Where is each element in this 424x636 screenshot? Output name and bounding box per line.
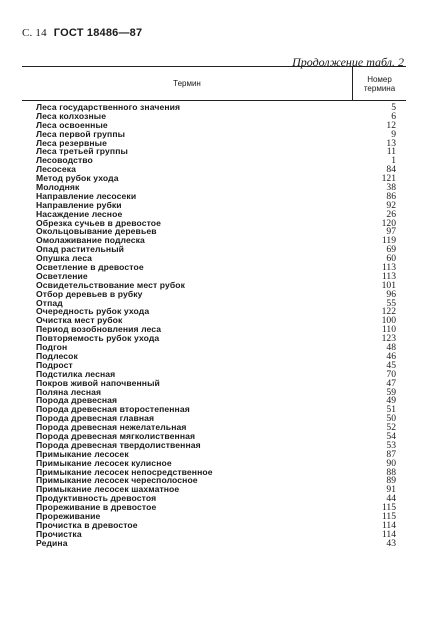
term-number: 43 xyxy=(386,537,396,549)
term-number: 6 xyxy=(391,110,396,122)
table-row xyxy=(36,530,396,539)
page-number: С. 14 xyxy=(22,27,47,39)
term-number: 113 xyxy=(381,270,396,282)
table-row xyxy=(36,352,396,361)
term-number: 97 xyxy=(386,226,396,238)
term-number: 119 xyxy=(381,235,396,247)
term-number: 113 xyxy=(381,262,396,274)
term-text: Редина xyxy=(36,537,68,548)
term-text: Лесоводство xyxy=(36,155,93,166)
term-number: 84 xyxy=(386,164,396,176)
term-text: Порода древесная мягколиственная xyxy=(36,430,196,441)
term-number: 12 xyxy=(386,119,396,131)
term-text: Порода древесная твердолиственная xyxy=(36,439,201,450)
term-number: 44 xyxy=(386,493,396,505)
term-text: Опад растительный xyxy=(36,244,125,255)
term-text: Примыкание лесосек шахматное xyxy=(36,484,180,495)
term-number: 46 xyxy=(386,350,396,362)
table-row xyxy=(36,539,396,548)
term-number: 115 xyxy=(381,510,396,522)
term-number: 89 xyxy=(386,475,396,487)
term-number: 49 xyxy=(386,395,396,407)
term-number: 70 xyxy=(386,368,396,380)
term-text: Прореживание xyxy=(36,510,101,521)
term-number: 122 xyxy=(381,306,396,318)
term-number: 87 xyxy=(386,448,396,460)
term-number: 69 xyxy=(386,244,396,256)
term-list xyxy=(36,103,396,548)
term-number: 123 xyxy=(381,333,396,345)
term-text: Повторяемость рубок ухода xyxy=(36,333,160,344)
term-number: 120 xyxy=(381,217,396,229)
term-text: Обрезка сучьев в древостое xyxy=(36,217,162,228)
term-text: Примыкание лесосек кулисное xyxy=(36,457,172,468)
term-text: Леса третьей группы xyxy=(36,146,128,157)
term-number: 55 xyxy=(386,297,396,309)
term-text: Направление лесосеки xyxy=(36,190,137,201)
term-text: Порода древесная главная xyxy=(36,413,155,424)
term-number: 100 xyxy=(381,315,396,327)
term-text: Окольцовывание деревьев xyxy=(36,226,157,237)
term-number: 1 xyxy=(391,155,396,167)
term-text: Освидетельствование мест рубок xyxy=(36,279,186,290)
term-number: 51 xyxy=(386,404,396,416)
term-text: Очередность рубок ухода xyxy=(36,306,150,317)
term-number: 9 xyxy=(391,128,396,140)
term-text: Поляна лесная xyxy=(36,386,102,397)
term-text: Прореживание в древостое xyxy=(36,502,157,513)
term-number: 114 xyxy=(381,528,396,540)
term-text: Примыкание лесосек xyxy=(36,448,129,459)
term-text: Метод рубок ухода xyxy=(36,173,119,184)
term-text: Покров живой напочвенный xyxy=(36,377,160,388)
term-number: 47 xyxy=(386,377,396,389)
column-header-term: Термин xyxy=(22,67,353,100)
term-text: Леса колхозные xyxy=(36,110,107,121)
term-number: 48 xyxy=(386,342,396,354)
term-number: 52 xyxy=(386,422,396,434)
term-number: 88 xyxy=(386,466,396,478)
table-row xyxy=(36,174,396,183)
term-number: 45 xyxy=(386,359,396,371)
term-text: Леса резервные xyxy=(36,137,107,148)
term-text: Направление рубки xyxy=(36,199,122,210)
term-number: 115 xyxy=(381,502,396,514)
term-text: Порода древесная нежелательная xyxy=(36,422,187,433)
table-row xyxy=(36,334,396,343)
term-text: Леса освоенные xyxy=(36,119,108,130)
term-number: 38 xyxy=(386,182,396,194)
term-text: Лесосека xyxy=(36,164,77,175)
term-text: Порода древесная второстепенная xyxy=(36,404,190,415)
column-header-number: Номер термина xyxy=(363,74,396,93)
term-number: 50 xyxy=(386,413,396,425)
term-text: Отпад xyxy=(36,297,63,308)
standard-code: ГОСТ 18486—87 xyxy=(53,27,143,39)
term-text: Отбор деревьев в рубку xyxy=(36,288,143,299)
term-text: Подстилка лесная xyxy=(36,368,116,379)
term-text: Молодняк xyxy=(36,182,80,193)
term-number: 90 xyxy=(386,457,396,469)
term-number: 53 xyxy=(386,439,396,451)
page-header xyxy=(22,27,142,39)
term-number: 91 xyxy=(386,484,396,496)
term-number: 96 xyxy=(386,288,396,300)
term-text: Омолаживание подлеска xyxy=(36,235,145,246)
table-row xyxy=(36,156,396,165)
term-number: 26 xyxy=(386,208,396,220)
table-row xyxy=(36,290,396,299)
term-text: Продуктивность древостоя xyxy=(36,493,157,504)
term-text: Прочистка xyxy=(36,528,82,539)
term-number: 54 xyxy=(386,430,396,442)
term-number: 121 xyxy=(381,173,396,185)
term-number: 92 xyxy=(386,199,396,211)
term-text: Примыкание лесосек непосредственное xyxy=(36,466,213,477)
term-number: 11 xyxy=(386,146,396,158)
table-row xyxy=(36,343,396,352)
term-text: Осветление в древостое xyxy=(36,262,144,273)
term-number: 110 xyxy=(381,324,396,336)
term-text: Порода древесная xyxy=(36,395,118,406)
term-number: 59 xyxy=(386,386,396,398)
term-text: Очистка мест рубок xyxy=(36,315,123,326)
term-number: 13 xyxy=(386,137,396,149)
table-row xyxy=(36,521,396,530)
continuation-label: Продолжение табл. 2 xyxy=(292,55,404,69)
term-text: Леса государственного значения xyxy=(36,102,181,112)
term-text: Осветление xyxy=(36,270,88,281)
term-text: Подрост xyxy=(36,359,73,370)
term-text: Подлесок xyxy=(36,350,78,361)
term-number: 86 xyxy=(386,190,396,202)
table-header xyxy=(22,66,406,101)
term-text: Опушка леса xyxy=(36,253,93,264)
term-text: Примыкание лесосек чересполосное xyxy=(36,475,198,486)
term-text: Подгон xyxy=(36,342,68,353)
table-row xyxy=(36,263,396,272)
term-number: 101 xyxy=(381,279,396,291)
term-text: Прочистка в древостое xyxy=(36,519,138,530)
term-number: 60 xyxy=(386,253,396,265)
term-text: Период возобновления леса xyxy=(36,324,162,335)
term-text: Насаждение лесное xyxy=(36,208,123,219)
term-number: 5 xyxy=(391,102,396,113)
term-number: 114 xyxy=(381,519,396,531)
term-text: Леса первой группы xyxy=(36,128,126,139)
